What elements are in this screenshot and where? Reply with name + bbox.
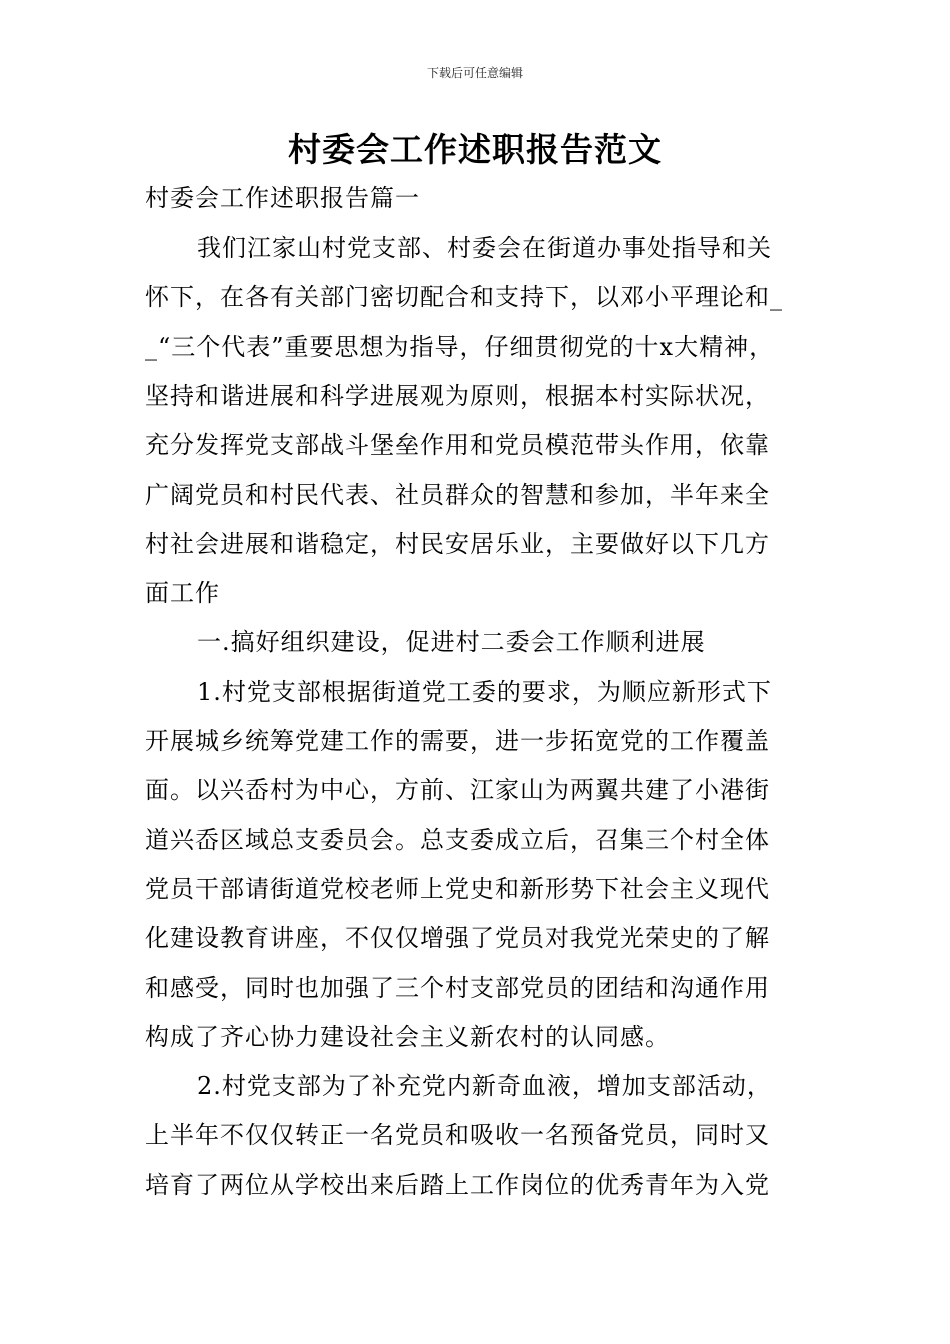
body-text-line: 构成了齐心协力建设社会主义新农村的认同感。: [145, 1023, 670, 1051]
body-text-line: 村社会进展和谐稳定，村民安居乐业，主要做好以下几方: [145, 530, 770, 558]
section-subtitle: 村委会工作述职报告篇一: [145, 184, 420, 212]
body-text-line: 一.搞好组织建设，促进村二委会工作顺利进展: [197, 628, 706, 656]
document-title: 村委会工作述职报告范文: [288, 130, 662, 169]
body-text-line: 道兴岙区域总支委员会。总支委成立后，召集三个村全体: [145, 826, 770, 854]
body-text-line: 党员干部请街道党校老师上党史和新形势下社会主义现代: [145, 875, 770, 903]
header-note: 下载后可任意编辑: [426, 66, 523, 80]
body-text-line: 开展城乡统筹党建工作的需要，进一步拓宽党的工作覆盖: [145, 727, 770, 755]
body-text-line: 我们江家山村党支部、村委会在街道办事处指导和关: [197, 234, 772, 262]
body-text-line: 充分发挥党支部战斗堡垒作用和党员模范带头作用，依靠: [145, 431, 770, 459]
body-text-line: 1.村党支部根据街道党工委的要求，为顺应新形式下: [197, 678, 772, 706]
body-text-line: 化建设教育讲座，不仅仅增强了党员对我党光荣史的了解: [145, 924, 770, 952]
body-text-line: 和感受，同时也加强了三个村支部党员的团结和沟通作用: [145, 974, 770, 1002]
body-text-line: 怀下，在各有关部门密切配合和支持下，以邓小平理论和_: [145, 283, 783, 311]
body-text-line: _“三个代表”重要思想为指导，仔细贯彻党的十x大精神，: [145, 333, 775, 361]
body-text-line: 坚持和谐进展和科学进展观为原则，根据本村实际状况，: [145, 382, 770, 410]
body-text-line: 面工作: [145, 579, 220, 607]
body-text-line: 2.村党支部为了补充党内新奇血液，增加支部活动，: [197, 1072, 772, 1100]
body-text-line: 广阔党员和村民代表、社员群众的智慧和参加，半年来全: [145, 481, 770, 509]
body-text-line: 培育了两位从学校出来后踏上工作岗位的优秀青年为入党: [145, 1171, 770, 1199]
body-text-line: 上半年不仅仅转正一名党员和吸收一名预备党员，同时又: [145, 1121, 770, 1149]
body-text-line: 面。以兴岙村为中心，方前、江家山为两翼共建了小港街: [145, 776, 770, 804]
